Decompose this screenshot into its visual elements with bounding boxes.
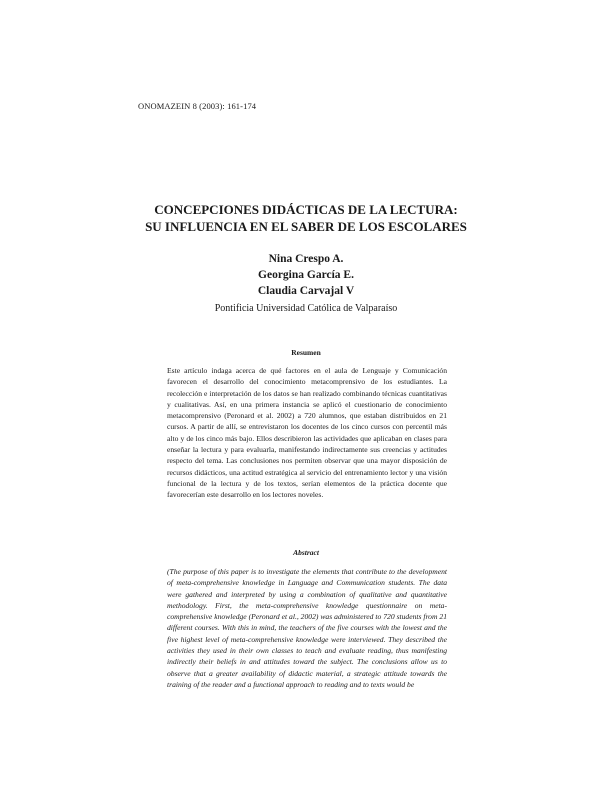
author-affiliation: Pontificia Universidad Católica de Valparaíso	[214, 303, 398, 314]
abstract-heading: Abstract	[293, 548, 319, 557]
journal-reference: ONOMAZEIN 8 (2003): 161-174	[138, 101, 257, 111]
author-name: Nina Crespo A.	[268, 253, 344, 265]
author-name: Claudia Carvajal V	[257, 285, 355, 297]
author-list	[100, 251, 512, 299]
article-title	[100, 201, 512, 235]
author-name: Georgina García E.	[258, 269, 354, 281]
title-line-2: SU INFLUENCIA EN EL SABER DE LOS ESCOLARES	[145, 219, 467, 234]
title-line-1: CONCEPCIONES DIDÁCTICAS DE LA LECTURA:	[154, 202, 458, 217]
resumen-body: Este artículo indaga acerca de qué factores en el aula de Lenguaje y Comunicación favorecen el desarrollo del conocimiento metacomprensivo de los estudiantes. La recolección e interpretación de los datos se han realizado combinando técnicas cuantitativas y cualitativas. Así, en una primera instancia se aplicó el cuestionario de conocimiento metacomprensivo (Peronard et al. 2002) a 720 alumnos, que estaban distribuidos en 21 cursos. A partir de allí, se entrevistaron los docentes de los cinco cursos con percentil más alto y de los cinco más bajo. Ellos describieron las actividades que aplicaban en clases para enseñar la lectura y para evaluarla, manifestando indirectamente sus creencias y actitudes respecto del tema. Las conclusiones nos permiten observar que una mayor disposición de recursos didácticos, una actitud estratégica al servicio del entrenamiento lector y una visión funcional de la lectura y de los textos, serían elementos de la práctica docente que favorecerían este desarrollo en los lectores noveles.	[167, 366, 447, 500]
abstract-body: (The purpose of this paper is to investigate the elements that contribute to the development of meta-comprehensive knowledge in Language and Communication students. The data were gathered and interpreted by using a combination of qualitative and quantitative methodology. First, the meta-comprehensive knowledge questionnaire on meta-comprehensive knowledge (Peronard et al., 2002) was administered to 720 students from 21 different courses. With this in mind, the teachers of the five courses with the lowest and the five highest level of meta-comprehensive knowledge were interviewed. They described the activities they used in their own classes to teach and evaluate reading, thus manifesting indirectly their beliefs in and attitudes toward the subject. The conclusions allow us to observe that a greater availability of didactic material, a strategic attitude towards the training of the reader and a functional approach to reading and to texts would be	[167, 567, 447, 689]
resumen-heading: Resumen	[291, 348, 321, 357]
